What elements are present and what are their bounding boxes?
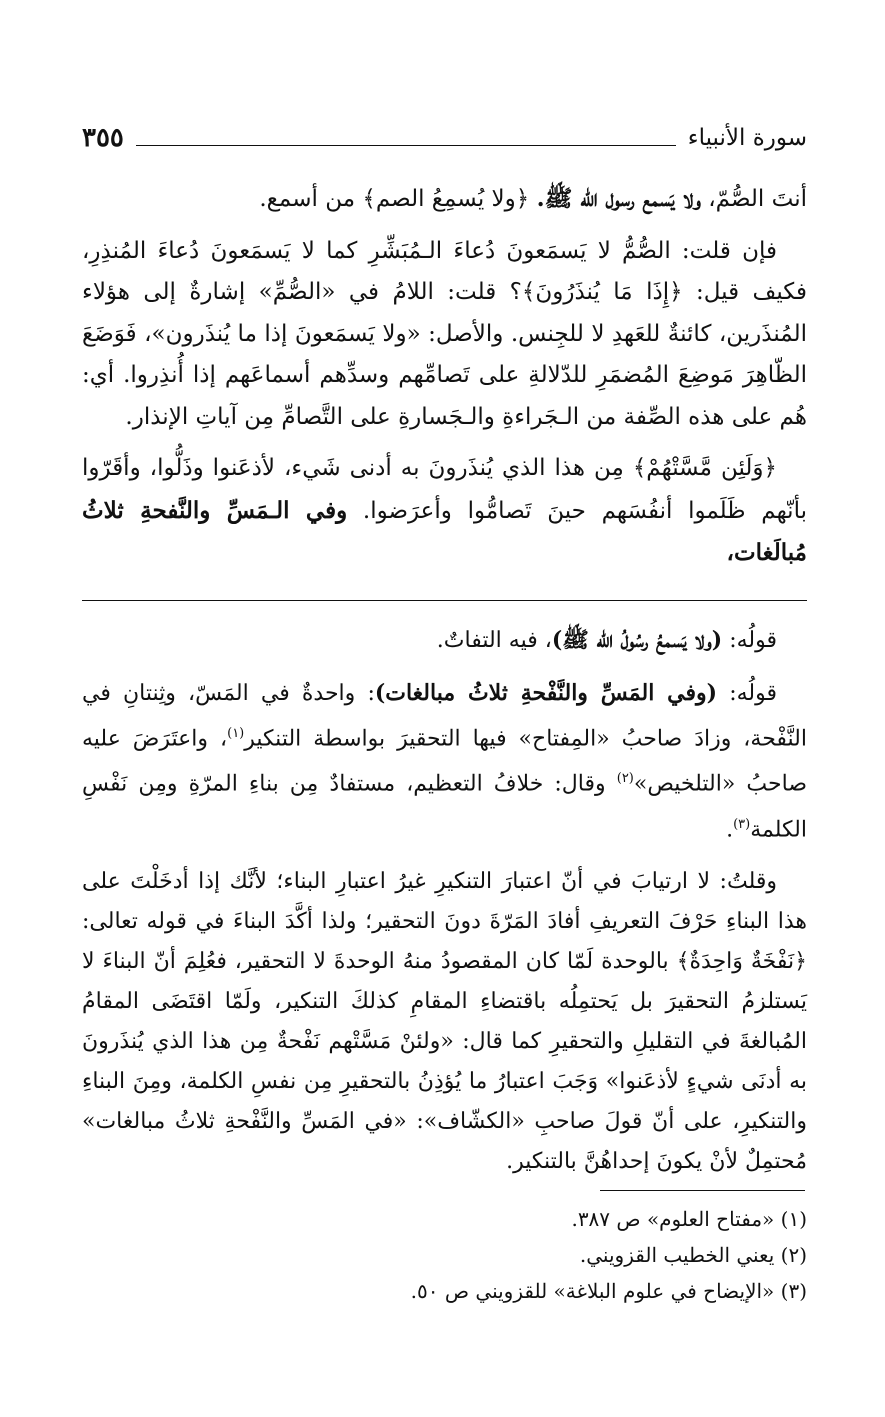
text-span: ﴿ولا يُسمِعُ الصم﴾ من أسمع. (259, 186, 537, 212)
footnote-2: (٢) يعني الخطيب القزويني. (579, 1243, 807, 1267)
text-span: ، واعتَرَضَ عليه صاحبُ «التلخيص» (82, 726, 807, 797)
bold-text-span: ولا يَسمع رسول الله ﷺ. (536, 185, 701, 212)
commentary-paragraph-1 (82, 620, 807, 661)
footnote-ref-2[interactable]: (٢) (616, 771, 634, 787)
bold-text-span: وفي الـمَسِّ والنَّفحةِ ثلاثُ مُبالَغات، (82, 496, 807, 566)
text-span: ﴿وَلَئِن مَّسَّتْهُمْ﴾ مِن هذا الذي يُنذَرونَ به أدنى شَيء، لأذعَنوا وذَلُّوا، وأقَرّوا بأنّهم ظَلَموا أنفُسَهم حينَ تَصامُّوا وأعرَضوا. (82, 455, 807, 524)
footnote-3: (٣) «الإيضاح في علوم البلاغة» للقزويني ص ٥٠. (410, 1279, 807, 1303)
surah-title: سورة الأنبياء (687, 125, 807, 151)
text-span: وقال: خلافُ التعظيم، مستفادٌ مِن بناءِ المرّةِ ومِن نَفْسِ الكلمة (82, 771, 807, 842)
header-rule (136, 145, 676, 146)
footnote-1: (١) «مفتاح العلوم» ص ٣٨٧. (571, 1207, 807, 1231)
main-paragraph-2: فإن قلت: الصُّمُّ لا يَسمَعونَ دُعاءَ الـمُبَشِّرِ كما لا يَسمَعونَ دُعاءَ المُنذِرِ، فكيف قيل: ﴿إِذَا مَا يُنذَرُونَ﴾؟ قلت: اللامُ في «الصُّمِّ» إشارةٌ إلى هؤلاء المُنذَرين، كائنةٌ للعَهدِ لا للجِنس. والأصل: «ولا يَسمَعونَ إذا ما يُنذَرون»، فَوَضَعَ الظّاهِرَ مَوضِعَ المُضمَرِ للدّلالةِ على تَصامِّهم وسدِّهم أسماعَهم إذا أُنذِروا. أي: هُم على هذه الصِّفة من الـجَراءةِ والـجَسارةِ على التَّصامِّ مِن آياتِ الإنذار. (82, 237, 807, 430)
commentary-paragraph-2 (82, 673, 807, 850)
text-span: : واحدةٌ في المَسّ، وثِنتانِ في النَّفْحة، وزادَ صاحبُ «المِفتاح» فيها التحقيرَ بواسطة التنكير (82, 681, 807, 752)
bold-text-span: (ولا يَسمعُ رسُولُ الله ﷺ) (551, 627, 723, 653)
main-text (82, 178, 807, 585)
page-header (82, 118, 807, 158)
text-span: قولُه: (722, 628, 777, 653)
main-paragraph-1 (82, 178, 807, 221)
commentary-text (82, 620, 807, 1194)
text-span: أنتَ الصُّمّ، (700, 186, 807, 212)
footnotes (82, 1202, 807, 1310)
commentary-paragraph-3: وقلتُ: لا ارتيابَ في أنّ اعتبارَ التنكيرِ غيرُ اعتبارِ البناء؛ لأنَّك إذا أدخَلْتَ على هذا البناءِ حَرْفَ التعريفِ أفادَ المَرّةَ دونَ التحقير؛ ولذا أكَّدَ البناءَ في قوله تعالى: ﴿نَفْخَةٌ وَاحِدَةٌ﴾ بالوحدة لَمّا كان المقصودُ منهُ الوحدةَ لا التحقير، فعُلِمَ أنّ البناءَ لا يَستلزمُ التحقيرَ بل يَحتمِلُه باقتضاءِ المقامِ كذلكَ التنكير، ولَمّا اقتَضَى المقامُ المُبالغةَ في التقليلِ والتحقيرِ كما قال: «ولئنْ مَسَّتْهم نَفْحةٌ مِن هذا الذي يُنذَرونَ به أدنَى شيءٍ لأذعَنوا» وَجَبَ اعتبارُ ما يُؤذِنُ بالتحقيرِ مِن نفسِ الكلمة، ومِنَ البناءِ والتنكيرِ، على أنّ قولَ صاحبِ «الكشّاف»: «في المَسِّ والنَّفْحةِ ثلاثُ مبالغات» مُحتمِلٌ لأنْ يكونَ إحداهُنَّ بالتنكير. (82, 868, 807, 1174)
text-span: . (726, 816, 734, 842)
footnote-rule (600, 1190, 805, 1191)
main-paragraph-3 (82, 448, 807, 575)
footnote-ref-1[interactable]: (١) (227, 726, 245, 741)
bold-text-span: (وفي المَسِّ والنَّفْحةِ ثلاثُ مبالغات) (374, 680, 718, 706)
text-span: قولُه: (717, 681, 777, 706)
text-span: ، فيه التفاتٌ. (436, 628, 552, 653)
footnote-ref-3[interactable]: (٣) (733, 816, 751, 832)
text-commentary-divider (82, 600, 807, 601)
page-number: ٣٥٥ (82, 123, 124, 153)
